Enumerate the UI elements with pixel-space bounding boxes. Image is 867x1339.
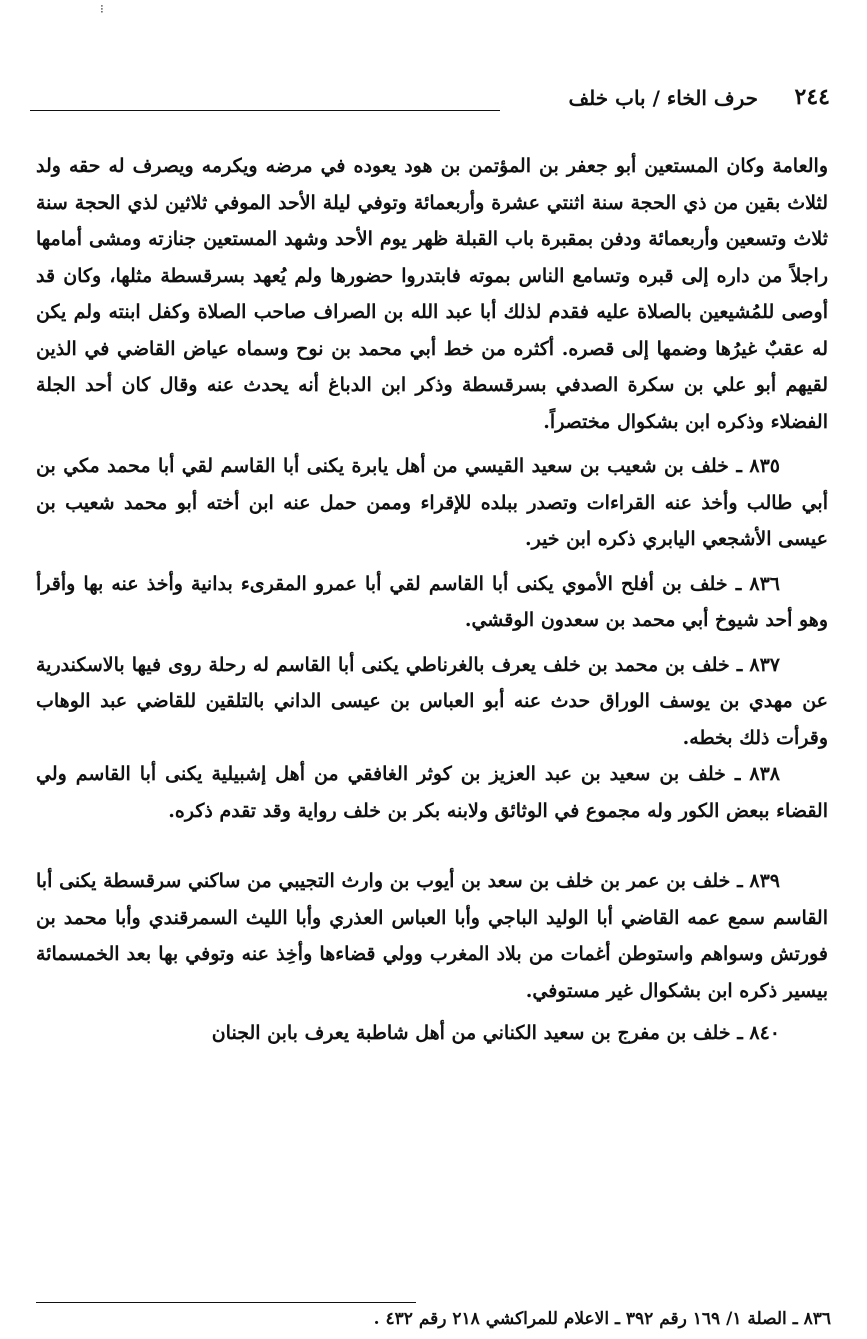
paragraph-gap [36, 558, 828, 566]
entry-837: ٨٣٧ ـ خلف بن محمد بن خلف يعرف بالغرناطي يكنى أبا القاسم له رحلة روى فيها بالاسكندرية عن مهدي بن يوسف الوراق حدث عنه أبو العباس بن عيسى الداني بالتلقين للقاضي عبد الوهاب وقرأت ذلك بخطه. [36, 653, 828, 749]
entry-840: ٨٤٠ ـ خلف بن مفرج بن سعيد الكناني من أهل شاطبة يعرف بابن الجنان [211, 1022, 780, 1044]
entry-839: ٨٣٩ ـ خلف بن عمر بن خلف بن سعد بن أيوب بن وارث التجيبي من ساكني سرقسطة يكنى أبا القاسم سمع عمه القاضي أبا الوليد الباجي وأبا العباس العذري وأبا الليث السمرقندي وأبا محمد بن فورتش وسواهم واستوطن أغمات من بلاد المغرب وولي قضاءها وأخِذ عنه وتوفي بها بعد الخمسمائة بيسير ذكره ابن بشكوال غير مستوفي. [36, 870, 828, 1002]
running-head: حرف الخاء / باب خلف [568, 86, 758, 110]
footnote: ٨٣٦ ـ الصلة ١/ ١٦٩ رقم ٣٩٢ ـ الاعلام للمراكشي ٢١٨ رقم ٤٣٢ . [373, 1309, 831, 1329]
scan-speck: ⁝ [100, 2, 104, 16]
paragraph-gap [36, 829, 828, 863]
paragraph-gap [36, 639, 828, 647]
intro-paragraph: والعامة وكان المستعين أبو جعفر بن المؤتمن بن هود يعوده في مرضه ويكرمه ويصرف له حقه ولد لثلاث بقين من ذي الحجة سنة اثنتي عشرة وأربعمائة وتوفي ليلة الأحد الموفي ثلاثين لذي الحجة سنة ثلاث وتسعين وأربعمائة ودفن بمقبرة باب القبلة ظهر يوم الأحد وشهد المستعين جنازته ومشى أمامها راجلاً من داره إلى قبره وتسامع الناس بموته فابتدروا حضورها ولم يُعهد بسرقسطة مثلها، وكان قد أوصى للمُشيعين بالصلاة عليه فقدم لذلك أبا عبد الله بن الصراف صاحب الصلاة وكفل ابنته ولم يكن له عقبٌ غيرُها وضمها إلى قصره. أكثره من خط أبي محمد بن نوح وسماه عياض القاضي في الذين لقيهم أبو علي بن سكرة الصدفي بسرقسطة وذكر ابن الدباغ أنه يحدث عنه وقال كان أحد الجلة الفضلاء وذكره ابن بشكوال مختصراً. [36, 155, 828, 433]
page-body [36, 148, 828, 1052]
page-header [30, 84, 830, 118]
entry-836: ٨٣٦ ـ خلف بن أفلح الأموي يكنى أبا القاسم لقي أبا عمرو المقرىء بدانية وأخذ عنه بها وأقرأ وهو أحد شيوخ أبي محمد بن سعدون الوقشي. [36, 572, 828, 631]
footnote-rule [36, 1302, 416, 1303]
page-number: ٢٤٤ [794, 84, 830, 110]
entry-835: ٨٣٥ ـ خلف بن شعيب بن سعيد القيسي من أهل يابرة يكنى أبا القاسم لقي أبا محمد مكي بن أبي طالب وأخذ عنه القراءات وتصدر ببلده للإقراء وممن حمل عنه ابن أخته أبو محمد شعيب بن عيسى الأشجعي اليابري ذكره ابن خير. [36, 455, 828, 550]
paragraph-gap [36, 440, 828, 448]
entry-838: ٨٣٨ ـ خلف بن سعيد بن عبد العزيز بن كوثر الغافقي من أهل إشبيلية يكنى أبا القاسم ولي القضاء ببعض الكور وله مجموع في الوثائق ولابنه بكر بن خلف رواية وقد تقدم ذكره. [36, 763, 828, 822]
header-rule [30, 110, 500, 111]
